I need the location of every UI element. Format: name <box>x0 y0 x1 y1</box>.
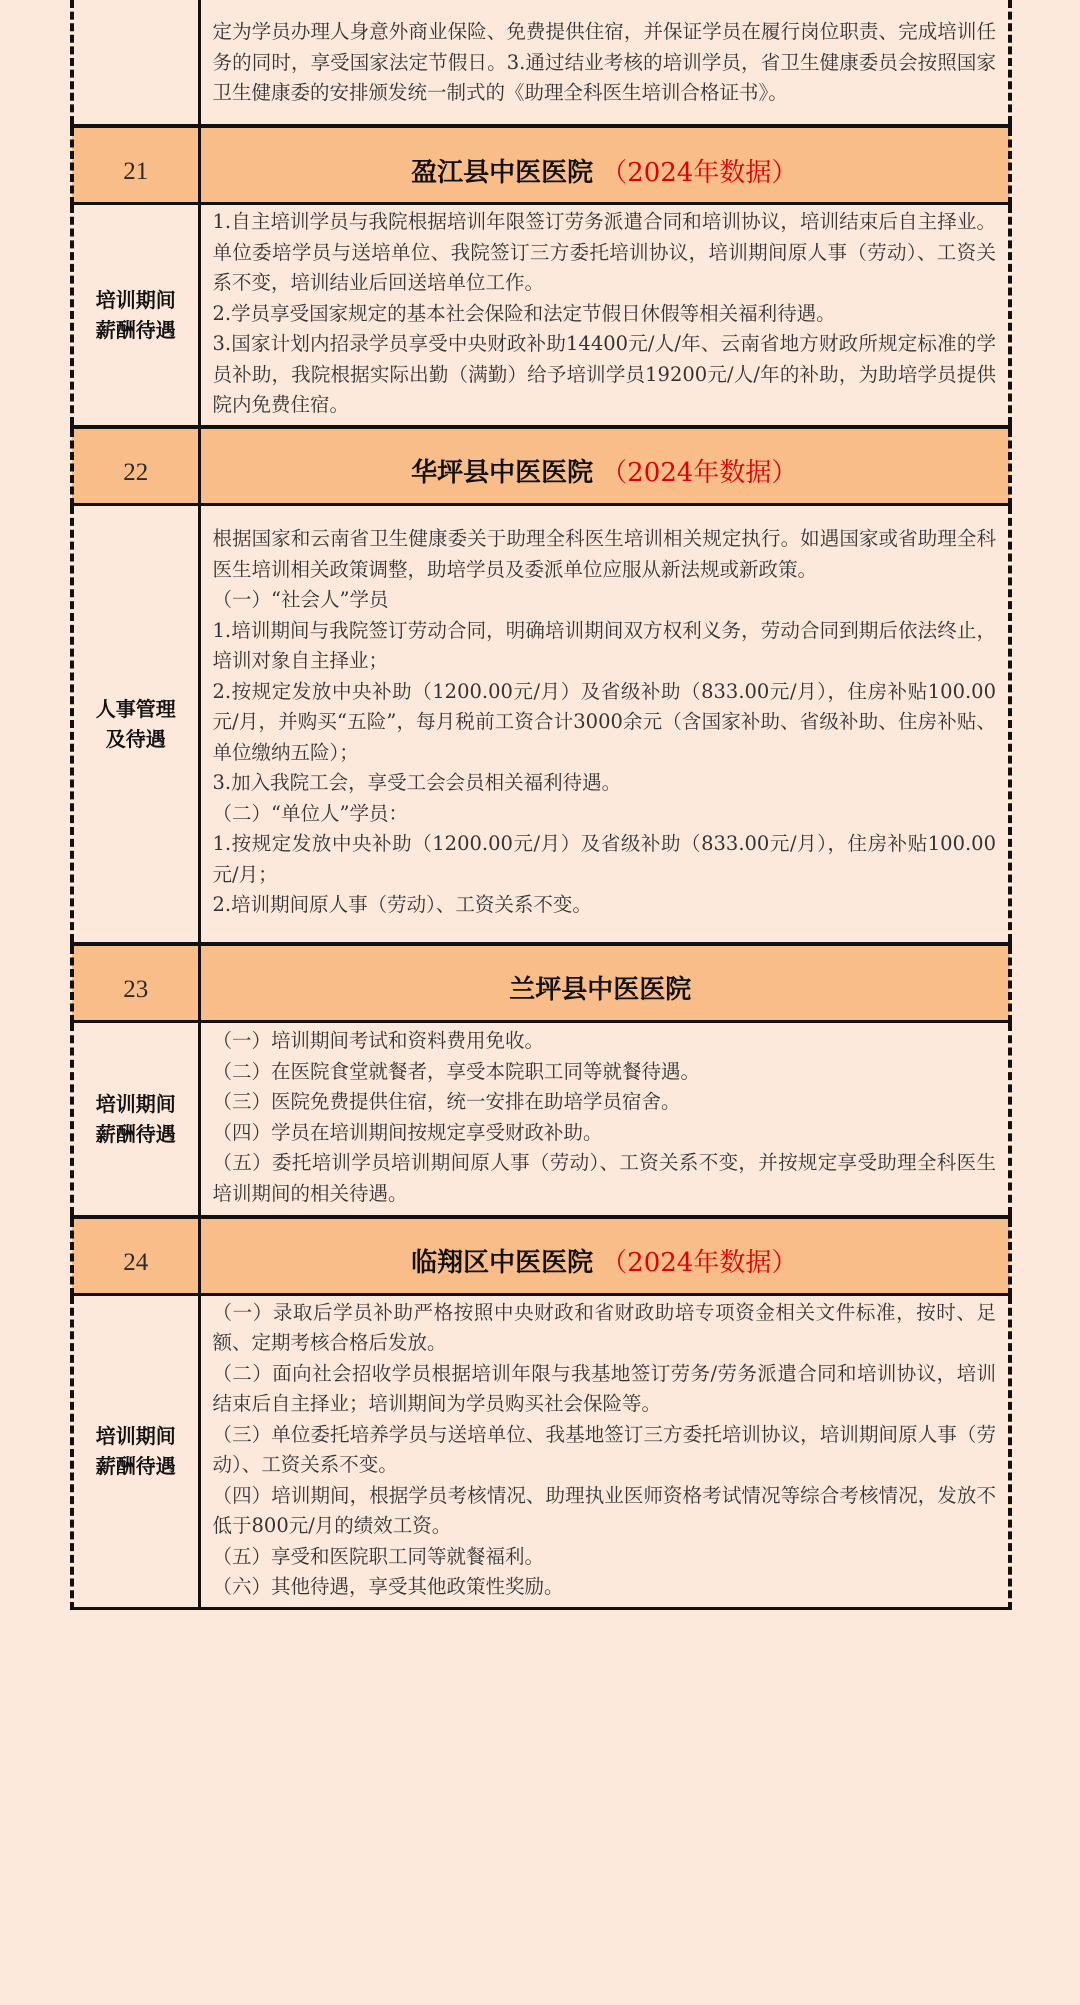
section-content <box>199 204 1010 427</box>
paragraph: （四）学员在培训期间按规定享受财政补助。 <box>212 1120 603 1144</box>
paragraph: 1.培训期间与我院签订劳动合同，明确培训期间双方权利义务，劳动合同到期后依法终止，培训对象自主择业； <box>212 618 996 673</box>
paragraph: （二）“单位人”学员： <box>212 801 408 825</box>
paragraph: 2.培训期间原人事（劳动）、工资关系不变。 <box>212 893 592 917</box>
hospital-name-cell <box>199 126 1010 204</box>
row-label-line2: 薪酬待遇 <box>95 1454 176 1478</box>
continued-text: 定为学员办理人身意外商业保险、免费提供住宿，并保证学员在履行岗位职责、完成培训任务的同时，享受国家法定节假日。3.通过结业考核的培训学员，省卫生健康委员会按照国家卫生健康委的安排颁发统一制式的《助理全科医生培训合格证书》。 <box>212 20 996 105</box>
year-note: （2024年数据） <box>601 1248 798 1278</box>
section-body-21 <box>72 204 1010 427</box>
paragraph: 1.自主培训学员与我院根据培训年限签订劳务派遣合同和培训协议，培训结束后自主择业。单位委培学员与送培单位、我院签订三方委托培训协议，培训期间原人事（劳动）、工资关系不变，培训结业后回送培单位工作。 <box>212 210 996 294</box>
paragraph: （三）单位委托培养学员与送培单位、我基地签订三方委托培训协议，培训期间原人事（劳动）、工资关系不变。 <box>212 1422 996 1476</box>
row-label-line2: 薪酬待遇 <box>95 1121 176 1146</box>
hospital-benefits-table <box>70 0 1008 1610</box>
row-label <box>72 504 199 944</box>
section-header-22 <box>72 427 1010 505</box>
row-label <box>72 1294 199 1608</box>
section-body-22 <box>72 504 1010 944</box>
paragraph: （一）“社会人”学员 <box>212 588 389 612</box>
section-content <box>199 1294 1010 1608</box>
row-label-line1: 培训期间 <box>95 1424 176 1448</box>
section-number: 22 <box>72 427 199 505</box>
row-label-line2: 及待遇 <box>105 726 166 751</box>
section-body-24 <box>72 1294 1010 1608</box>
paragraph: 3.国家计划内招录学员享受中央财政补助14400元/人/年、云南省地方财政所规定标准的学员补助，我院根据实际出勤（满勤）给予培训学员19200元/人/年的补助，为助培学员提供院内免费住宿。 <box>212 332 996 416</box>
hospital-name: 盈江县中医医院 <box>411 157 594 188</box>
hospital-name: 临翔区中医医院 <box>411 1248 594 1278</box>
paragraph: （三）医院免费提供住宿，统一安排在助培学员宿舍。 <box>212 1090 681 1113</box>
paragraph: （一）培训期间考试和资料费用免收。 <box>212 1029 545 1052</box>
paragraph: （二）在医院食堂就餐者，享受本院职工同等就餐待遇。 <box>212 1059 701 1083</box>
paragraph: （一）录取后学员补助严格按照中央财政和省财政助培专项资金相关文件标准，按时、足额、定期考核合格后发放。 <box>212 1300 996 1354</box>
continued-label-cell <box>72 0 199 126</box>
hospital-name-cell <box>199 944 1010 1022</box>
hospital-name-cell <box>199 1217 1010 1295</box>
section-body-23 <box>72 1021 1010 1217</box>
hospital-name: 华坪县中医医院 <box>411 458 594 488</box>
section-header-24 <box>72 1217 1010 1295</box>
continued-row <box>72 0 1010 126</box>
section-number: 23 <box>72 944 199 1022</box>
paragraph: （二）面向社会招收学员根据培训年限与我基地签订劳务/劳务派遣合同和培训协议，培训结束后自主择业；培训期间为学员购买社会保险等。 <box>212 1361 996 1415</box>
row-label-line1: 培训期间 <box>95 287 176 312</box>
continued-content-cell <box>199 0 1010 126</box>
section-header-23 <box>72 944 1010 1022</box>
section-content <box>199 1021 1010 1217</box>
paragraph: 1.按规定发放中央补助（1200.00元/月）及省级补助（833.00元/月），住房补贴100.00元/月； <box>212 832 996 886</box>
paragraph: 根据国家和云南省卫生健康委关于助理全科医生培训相关规定执行。如遇国家或省助理全科医生培训相关政策调整，助培学员及委派单位应服从新法规或新政策。 <box>212 527 996 581</box>
section-number: 24 <box>72 1217 199 1295</box>
paragraph: （五）委托培训学员培训期间原人事（劳动）、工资关系不变，并按规定享受助理全科医生培训期间的相关待遇。 <box>212 1151 996 1205</box>
paragraph: 2.按规定发放中央补助（1200.00元/月）及省级补助（833.00元/月），住房补贴100.00元/月，并购买“五险”，每月税前工资合计3000余元（含国家补助、省级补助、住房补贴、单位缴纳五险）； <box>212 679 996 764</box>
paragraph: 3.加入我院工会，享受工会会员相关福利待遇。 <box>212 771 622 795</box>
section-number: 21 <box>72 126 199 204</box>
paragraph: （六）其他待遇，享受其他政策性奖励。 <box>212 1575 564 1598</box>
section-content <box>199 504 1010 944</box>
row-label-line1: 培训期间 <box>95 1091 176 1116</box>
row-label-line2: 薪酬待遇 <box>95 317 176 342</box>
year-note: （2024年数据） <box>601 157 798 188</box>
paragraph: 2.学员享受国家规定的基本社会保险和法定节假日休假等相关福利待遇。 <box>212 301 836 325</box>
paragraph: （四）培训期间，根据学员考核情况、助理执业医师资格考试情况等综合考核情况，发放不低于800元/月的绩效工资。 <box>212 1483 996 1537</box>
hospital-name: 兰坪县中医医院 <box>509 975 692 1005</box>
paragraph: （五）享受和医院职工同等就餐福利。 <box>212 1544 545 1568</box>
year-note: （2024年数据） <box>601 458 798 488</box>
row-label <box>72 204 199 427</box>
row-label <box>72 1021 199 1217</box>
row-label-line1: 人事管理 <box>95 696 176 721</box>
hospital-name-cell <box>199 427 1010 505</box>
section-header-21 <box>72 126 1010 204</box>
